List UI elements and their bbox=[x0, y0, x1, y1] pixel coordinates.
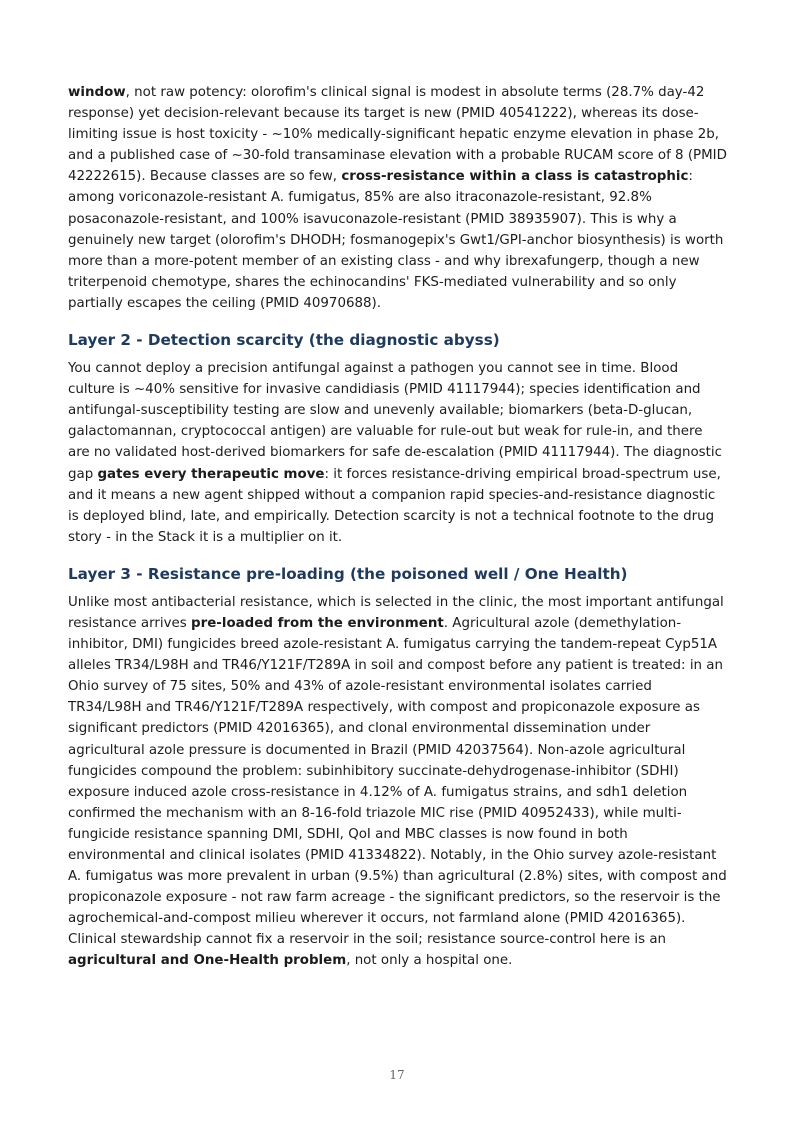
text-run: , not only a hospital one. bbox=[346, 953, 513, 969]
bold-text: agricultural and One-Health problem bbox=[68, 953, 347, 969]
text-run: : it forces resistance-driving empirical broad-spectrum use, and it means a new agent shipped without a companion rapid species-and-resistance diagnostic is deployed blind, late, and empirically. Detection scarcity is not a technical footnote to the drug story - in the Stack it is a multiplier on it. bbox=[68, 466, 721, 545]
document-page bbox=[68, 82, 728, 984]
text-run: You cannot deploy a precision antifungal against a pathogen you cannot see in time. Blood culture is ~40% sensitive for invasive candidiasis (PMID 41117944); species identification and antifungal-susceptibility testing are slow and unevenly available; biomarkers (beta-D-glucan, galactomannan, cryptococcal antigen) are valuable for rule-out but weak for rule-in, and there are no validated host-derived biomarkers for safe de-escalation (PMID 41117944). The diagnostic gap bbox=[68, 361, 722, 482]
page-number: 17 bbox=[389, 1068, 405, 1082]
bold-text: gates every therapeutic move bbox=[97, 466, 325, 482]
paragraph-layer3 bbox=[68, 592, 728, 972]
section-heading-layer-2: Layer 2 - Detection scarcity (the diagnostic abyss) bbox=[68, 331, 500, 350]
bold-text: pre-loaded from the environment bbox=[191, 615, 444, 631]
text-run: . Agricultural azole (demethylation-inhibitor, DMI) fungicides breed azole-resistant A. fumigatus carrying the tandem-repeat Cyp51A alleles TR34/L98H and TR46/Y121F/T289A in soil and compost before any patient is treated: in an Ohio survey of 75 sites, 50% and 43% of azole-resistant environmental isolates carried TR34/L98H and TR46/Y121F/T289A respectively, with compost and propiconazole exposure as significant predictors (PMID 42016365), and clonal environmental dissemination under agricultural azole pressure is documented in Brazil (PMID 42037564). Non-azole agricultural fungicides compound the problem: subinhibitory succinate-dehydrogenase-inhibitor (SDHI) exposure induced azole cross-resistance in 4.12% of A. fumigatus strains, and sdh1 deletion confirmed the mechanism with an 8-16-fold triazole MIC rise (PMID 40952433), while multi-fungicide resistance spanning DMI, SDHI, QoI and MBC classes is now found in both environmental and clinical isolates (PMID 41334822). Notably, in the Ohio survey azole-resistant A. fumigatus was more prevalent in urban (9.5%) than agricultural (2.8%) sites, with compost and propiconazole exposure - not raw farm acreage - the significant predictors, so the reservoir is the agrochemical-and-compost milieu wherever it occurs, not farmland alone (PMID 42016365). Clinical stewardship cannot fix a reservoir in the soil; resistance source-control here is an bbox=[68, 615, 727, 948]
bold-text: window bbox=[68, 85, 126, 100]
text-run: , not raw potency: olorofim's clinical signal is modest in absolute terms (28.7% day-42 response) yet decision-relevant because its target is new (PMID 40541222), whereas its dose-limiting issue is host toxicity - ~10% medically-significant hepatic enzyme elevation in phase 2b, and a published case of ~30-fold transaminase elevation with a probable RUCAM score of 8 (PMID 42222615). Because classes are so few, bbox=[68, 85, 727, 185]
text-run: : among voriconazole-resistant A. fumigatus, 85% are also itraconazole-resistant, 92.8% posaconazole-resistant, and 100% isavuconazole-resistant (PMID 38935907). This is why a genuinely new target (olorofim's DHODH; fosmanogepix's Gwt1/GPI-anchor biosynthesis) is worth more than a more-potent member of an existing class - and why ibrexafungerp, though a new triterpenoid chemotype, shares the echinocandins' FKS-mediated vulnerability and so only partially escapes the ceiling (PMID 40970688). bbox=[68, 169, 724, 311]
text-run: Unlike most antibacterial resistance, which is selected in the clinic, the most important antifungal resistance arrives bbox=[68, 594, 724, 631]
paragraph-layer1-continuation bbox=[68, 82, 728, 314]
section-heading-layer-3: Layer 3 - Resistance pre-loading (the poisoned well / One Health) bbox=[68, 564, 628, 583]
bold-text: cross-resistance within a class is catastrophic bbox=[341, 169, 689, 185]
paragraph-layer2 bbox=[68, 358, 728, 548]
